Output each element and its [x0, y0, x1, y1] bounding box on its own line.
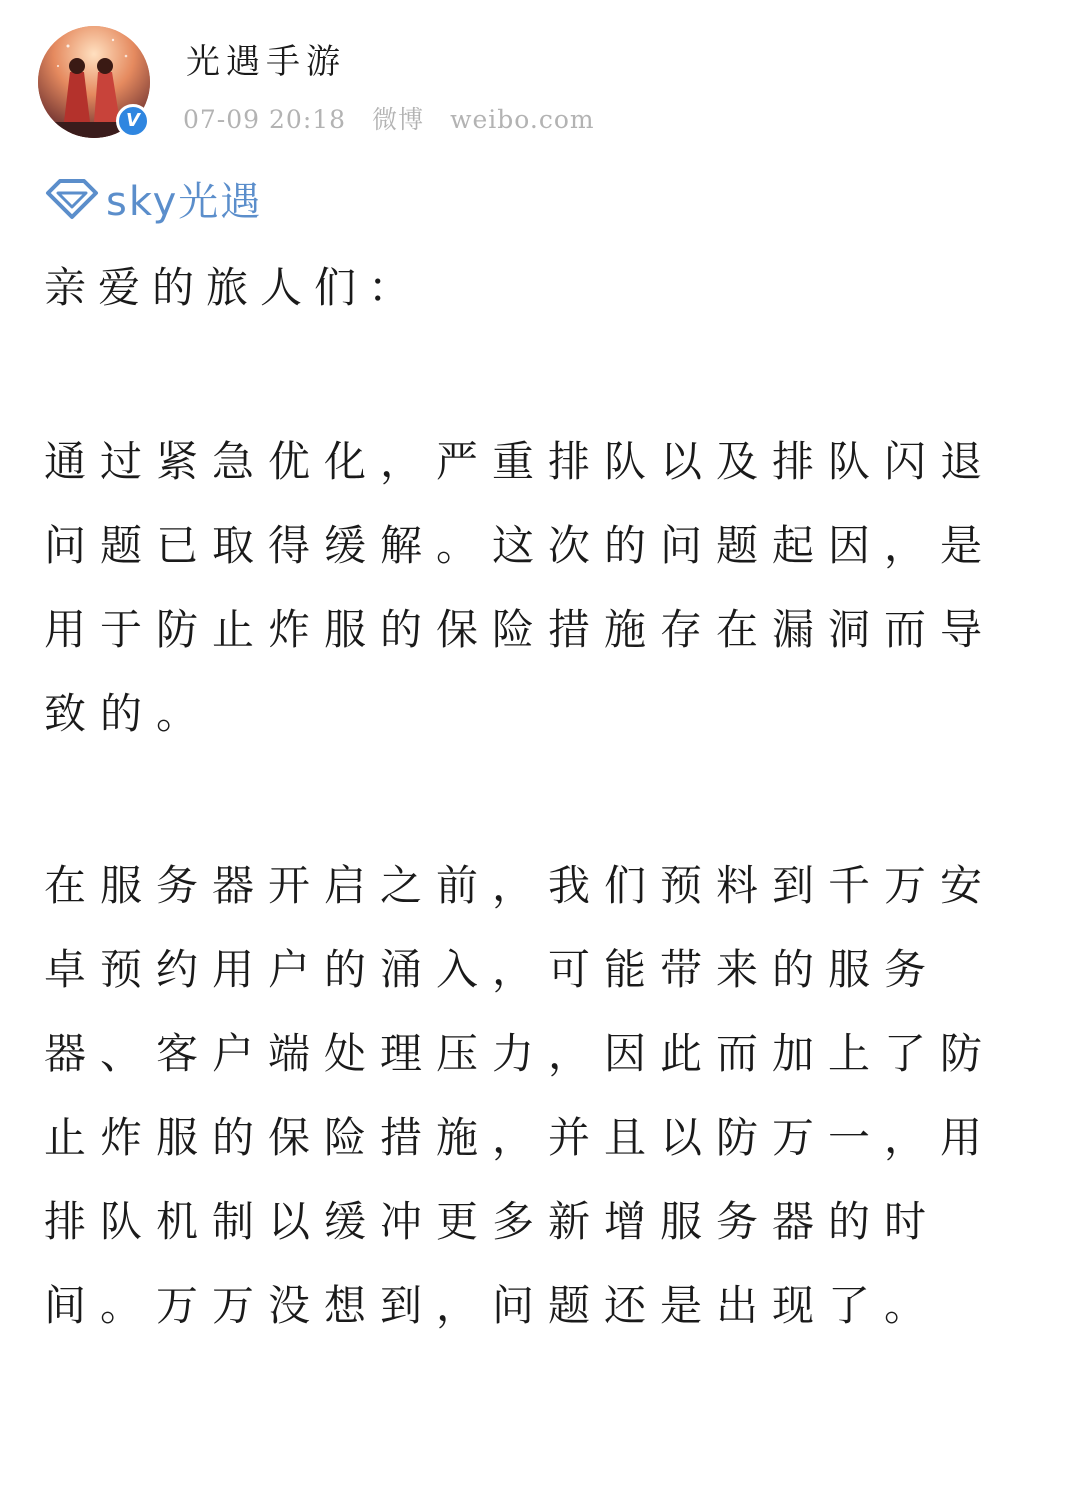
- brand-tag: [44, 170, 262, 226]
- verified-badge: V: [116, 104, 150, 138]
- diamond-logo-icon: [44, 175, 100, 221]
- post-timestamp: 07-09 20:18: [183, 105, 347, 134]
- paragraph-1: 通过紧急优化，严重排队以及排队闪退问题已取得缓解。这次的问题起因，是用于防止炸服的保险措施存在漏洞而导致的。: [44, 437, 997, 738]
- greeting: 亲爱的旅人们：: [44, 263, 423, 312]
- post-source-domain: weibo.com: [450, 105, 595, 134]
- post-body: [44, 246, 1004, 1348]
- post-source: 微博: [372, 105, 425, 134]
- brand-text: sky光遇: [106, 178, 263, 225]
- paragraph-2: 在服务器开启之前，我们预料到千万安卓预约用户的涌入，可能带来的服务器、客户端处理压力，因此而加上了防止炸服的保险措施，并且以防万一，用排队机制以缓冲更多新增服务器的时间。万万没想到，问题还是出现了。: [44, 861, 997, 1330]
- post-meta: [183, 100, 621, 136]
- username[interactable]: 光遇手游: [186, 42, 346, 82]
- post-header: [38, 26, 738, 146]
